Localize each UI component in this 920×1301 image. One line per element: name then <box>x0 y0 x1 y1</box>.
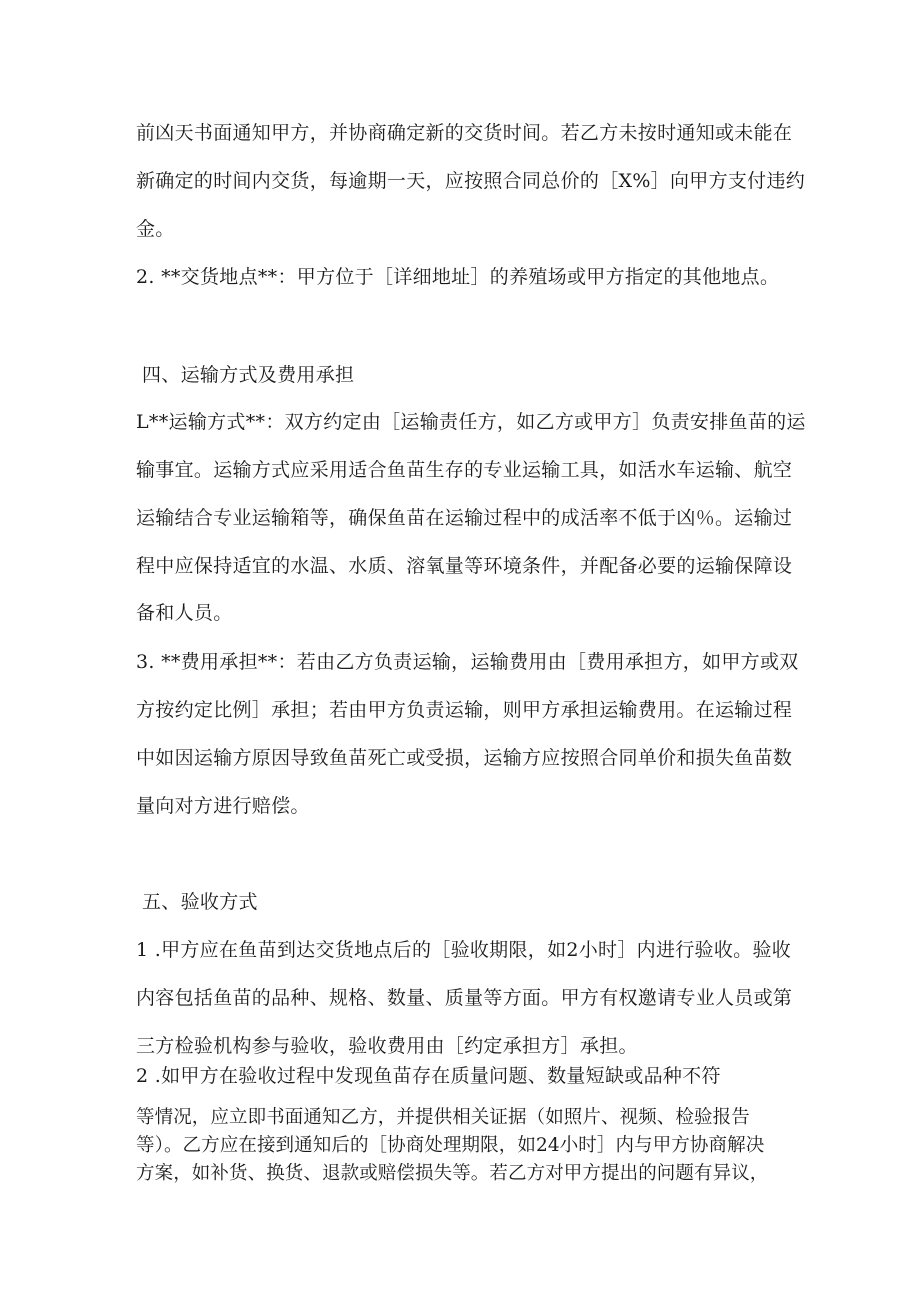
text-line: 输事宜。运输方式应采用适合鱼苗生存的专业运输工具，如活水车运输、航空 <box>136 459 793 481</box>
text-line: 中如因运输方原因导致鱼苗死亡或受损，运输方应按照合同单价和损失鱼苗数 <box>136 747 793 769</box>
text-line: 1 .甲方应在鱼苗到达交货地点后的［验收期限，如2小时］内进行验收。验收 <box>136 939 792 961</box>
text-line: 运输结合专业运输箱等，确保鱼苗在运输过程中的成活率不低于凶％。运输过 <box>136 507 793 529</box>
text-line: 备和人员。 <box>136 602 233 624</box>
section-heading: 四、运输方式及费用承担 <box>142 364 355 386</box>
text-line: 2. **交货地点**：甲方位于［详细地址］的养殖场或甲方指定的其他地点。 <box>136 266 780 288</box>
text-line: 新确定的时间内交货，每逾期一天，应按照合同总价的［X%］向甲方支付违约 <box>136 170 806 192</box>
text-line: 前凶天书面通知甲方，并协商确定新的交货时间。若乙方未按时通知或未能在 <box>136 122 793 144</box>
text-line: 等）。乙方应在接到通知后的［协商处理期限，如24小时］内与甲方协商解决 <box>136 1135 765 1156</box>
text-line: 方按约定比例］承担；若由甲方负责运输，则甲方承担运输费用。在运输过程 <box>136 699 793 721</box>
text-line: 等情况，应立即书面通知乙方，并提供相关证据（如照片、视频、检验报告 <box>136 1107 750 1128</box>
text-line: 程中应保持适宜的水温、水质、溶氧量等环境条件，并配备必要的运输保障设 <box>136 555 793 577</box>
text-line: 2 .如甲方在验收过程中发现鱼苗存在质量问题、数量短缺或品种不符 <box>136 1065 721 1087</box>
text-line: 方案，如补货、换货、退款或赔偿损失等。若乙方对甲方提出的问题有异议， <box>136 1163 769 1184</box>
section-heading: 五、验收方式 <box>142 891 258 913</box>
text-line: 量向对方进行赔偿。 <box>136 795 310 817</box>
text-line: 金。 <box>136 218 175 240</box>
text-line: 三方检验机构参与验收，验收费用由［约定承担方］承担。 <box>136 1035 638 1057</box>
text-line: 3. **费用承担**：若由乙方负责运输，运输费用由［费用承担方，如甲方或双 <box>136 651 799 673</box>
text-line: L**运输方式**：双方约定由［运输责任方，如乙方或甲方］负责安排鱼苗的运 <box>136 411 806 433</box>
text-line: 内容包括鱼苗的品种、规格、数量、质量等方面。甲方有权邀请专业人员或第 <box>136 987 793 1009</box>
